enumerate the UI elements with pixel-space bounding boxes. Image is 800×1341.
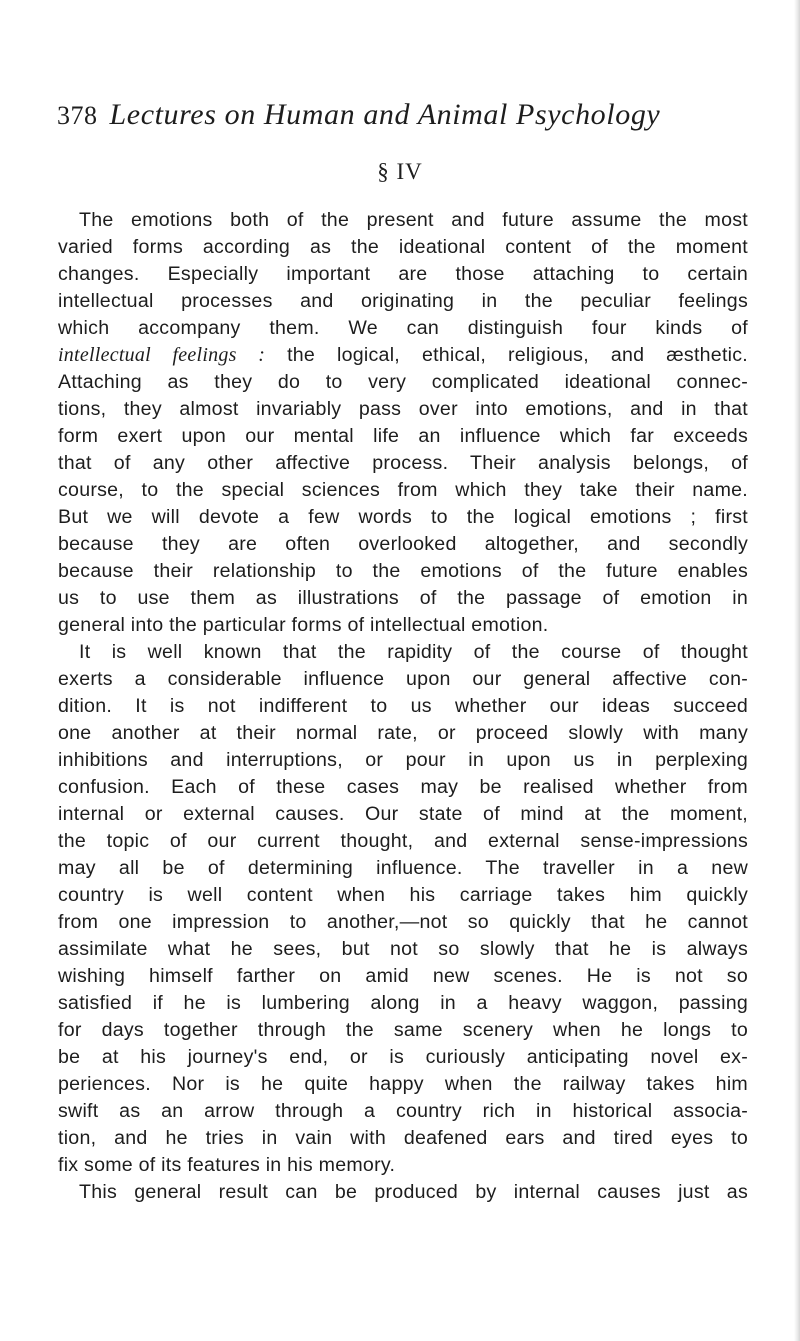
text-line [58, 207, 748, 234]
line-text: This general result can be produced by internal causes just as [79, 1181, 748, 1203]
text-line [58, 666, 748, 693]
line-text: course, to the special sciences from which they take their name. [58, 479, 748, 501]
line-text: wishing himself farther on amid new scenes. He is not so [58, 965, 748, 987]
text-line [58, 855, 748, 882]
body-text [58, 207, 748, 1206]
text-line [58, 261, 748, 288]
line-text: tion, and he tries in vain with deafened ears and tired eyes to [58, 1127, 748, 1149]
text-line [58, 342, 748, 369]
line-text: swift as an arrow through a country rich in historical associa- [58, 1100, 748, 1122]
line-text: the logical, ethical, religious, and æsthetic. [265, 344, 748, 366]
text-line [58, 909, 748, 936]
text-line [58, 1179, 748, 1206]
line-text: internal or external causes. Our state of mind at the moment, [58, 803, 748, 825]
italic-term: intellectual feelings : [58, 344, 266, 366]
text-line [58, 720, 748, 747]
text-line [58, 1044, 748, 1071]
text-line [58, 828, 748, 855]
text-line [58, 1071, 748, 1098]
text-line [58, 396, 748, 423]
line-text: one another at their normal rate, or proceed slowly with many [58, 722, 748, 744]
text-line [58, 504, 748, 531]
text-line [58, 774, 748, 801]
page-edge-shadow [794, 0, 800, 1341]
line-text: The emotions both of the present and future assume the most [79, 209, 748, 231]
text-line [58, 801, 748, 828]
line-text: for days together through the same scenery when he longs to [58, 1019, 748, 1041]
line-text: confusion. Each of these cases may be realised whether from [58, 776, 748, 798]
line-text: dition. It is not indifferent to us whether our ideas succeed [58, 695, 748, 717]
line-text: because their relationship to the emotions of the future enables [58, 560, 748, 582]
line-text: But we will devote a few words to the logical emotions ; first [58, 506, 748, 528]
text-line [58, 990, 748, 1017]
line-text: varied forms according as the ideational content of the moment [58, 236, 748, 258]
text-line [58, 936, 748, 963]
text-line [58, 1017, 748, 1044]
text-line [58, 585, 748, 612]
text-line [58, 423, 748, 450]
line-text: Attaching as they do to very complicated ideational connec- [58, 371, 748, 393]
line-text: It is well known that the rapidity of the course of thought [79, 641, 748, 663]
text-line [58, 963, 748, 990]
text-line [58, 693, 748, 720]
line-text: because they are often overlooked altogether, and secondly [58, 533, 748, 555]
page-number: 378 [57, 101, 98, 130]
text-line [58, 315, 748, 342]
line-text: assimilate what he sees, but not so slowly that he is always [58, 938, 748, 960]
line-text: exerts a considerable influence upon our general affective con- [58, 668, 748, 690]
line-text: tions, they almost invariably pass over into emotions, and in that [58, 398, 748, 420]
line-text: that of any other affective process. Their analysis belongs, of [58, 452, 748, 474]
line-text: inhibitions and interruptions, or pour in upon us in perplexing [58, 749, 748, 771]
text-line [58, 369, 748, 396]
running-title: Lectures on Human and Animal Psychology [109, 98, 661, 131]
line-text: periences. Nor is he quite happy when the railway takes him [58, 1073, 748, 1095]
line-text: country is well content when his carriage takes him quickly [58, 884, 748, 906]
line-text: us to use them as illustrations of the passage of emotion in [58, 587, 748, 609]
line-text: satisfied if he is lumbering along in a heavy waggon, passing [58, 992, 748, 1014]
line-text: intellectual processes and originating in the peculiar feelings [58, 290, 748, 312]
text-line [58, 288, 748, 315]
text-line [58, 234, 748, 261]
line-text: which accompany them. We can distinguish four kinds of [58, 317, 748, 339]
text-line [58, 612, 748, 639]
line-text: the topic of our current thought, and external sense-impressions [58, 830, 748, 852]
line-text: be at his journey's end, or is curiously anticipating novel ex- [58, 1046, 748, 1068]
text-line [58, 639, 748, 666]
text-line [58, 1152, 748, 1179]
text-line [58, 531, 748, 558]
line-text: form exert upon our mental life an influence which far exceeds [58, 425, 748, 447]
line-text: may all be of determining influence. The traveller in a new [58, 857, 748, 879]
text-line [58, 1098, 748, 1125]
running-header [57, 98, 747, 134]
text-line [58, 747, 748, 774]
text-line [58, 450, 748, 477]
text-line [58, 477, 748, 504]
line-text: changes. Especially important are those attaching to certain [58, 263, 748, 285]
line-text: fix some of its features in his memory. [58, 1154, 396, 1176]
text-line [58, 558, 748, 585]
line-text: general into the particular forms of intellectual emotion. [58, 614, 549, 636]
section-heading: § IV [377, 159, 423, 184]
line-text: from one impression to another,—not so quickly that he cannot [58, 911, 748, 933]
text-line [58, 1125, 748, 1152]
text-line [58, 882, 748, 909]
